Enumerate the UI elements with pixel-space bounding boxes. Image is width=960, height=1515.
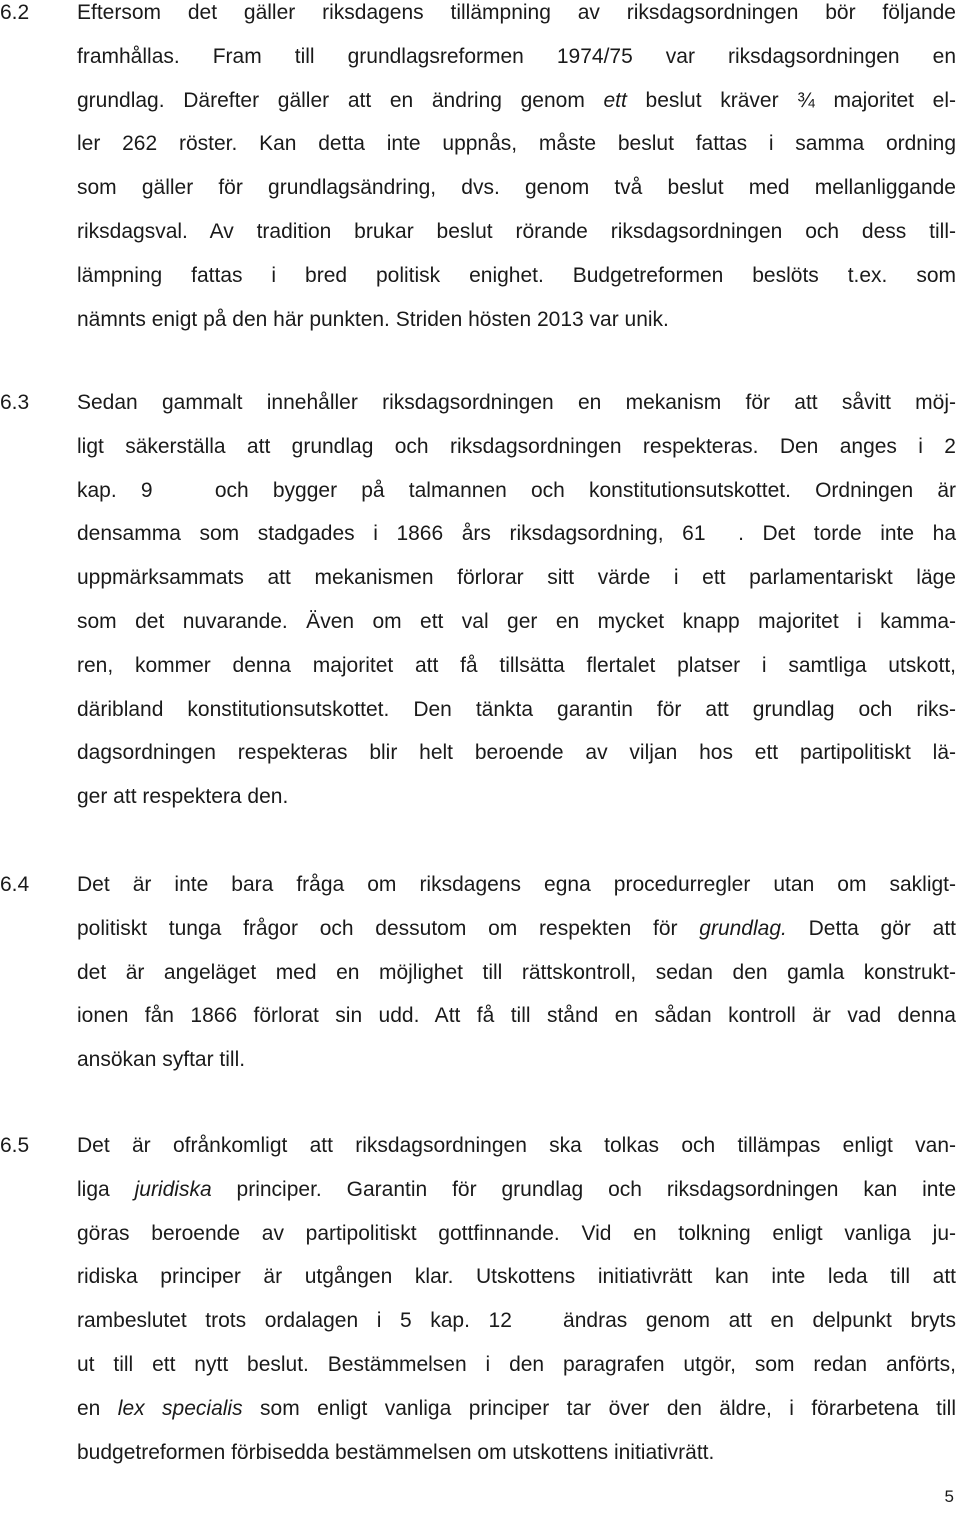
text-line: Det är inte bara fråga om riksdagens egna procedurregler utan om sakligt- (77, 873, 956, 896)
section-number: 6.5 (0, 1134, 30, 1157)
text-line: kap. 9 och bygger på talmannen och konstitutionsutskottet. Ordningen är (77, 478, 957, 502)
text-line: en lex specialis som enligt vanliga principer tar över den äldre, i förarbetena till (77, 1396, 956, 1420)
text-line: däribland konstitutionsutskottet. Den tänkta garantin för att grundlag och riks- (77, 697, 956, 721)
section-number: 6.2 (0, 1, 30, 24)
text-line: Eftersom det gäller riksdagens tillämpning av riksdagsordningen bör följande (77, 1, 956, 24)
text-line: ridiska principer är utgången klar. Utskottens initiativrätt kan inte leda till att (77, 1265, 956, 1289)
text-line: Sedan gammalt innehåller riksdagsordningen en mekanism för att såvitt möj- (77, 391, 956, 414)
text-line: rambeslutet trots ordalagen i 5 kap. 12 ändras genom att en delpunkt bryts (77, 1309, 956, 1333)
text-line: politiskt tunga frågor och dessutom om respekten för grundlag. Detta gör att (77, 916, 956, 940)
text-line: ligt säkerställa att grundlag och riksdagsordningen respekteras. Den anges i 2 (77, 434, 956, 458)
text-line: ut till ett nytt beslut. Bestämmelsen i den paragrafen utgör, som redan anförts, (77, 1352, 956, 1376)
section-body (77, 863, 956, 1082)
text-line: Det är ofrånkomligt att riksdagsordningen ska tolkas och tillämpas enligt van- (77, 1134, 956, 1157)
text-line: ionen fån 1866 förlorat sin udd. Att få till stånd en sådan kontroll är vad denna (77, 1004, 956, 1028)
text-line: riksdagsval. Av tradition brukar beslut rörande riksdagsordningen och dess till- (77, 219, 956, 243)
section-body (77, 381, 956, 819)
text-line: göras beroende av partipolitiskt gottfinnande. Vid en tolkning enligt vanliga ju- (77, 1221, 956, 1245)
text-line: budgetreformen förbisedda bestämmelsen om utskottens initiativrätt. (77, 1440, 715, 1464)
text-line: dagsordningen respekteras blir helt beroende av viljan hos ett partipolitiskt lä- (77, 741, 956, 765)
text-line: som det nuvarande. Även om ett val ger en mycket knapp majoritet i kamma- (77, 609, 956, 633)
page-number: 5 (944, 1487, 954, 1506)
section-number: 6.3 (0, 391, 30, 414)
text-line: som gäller för grundlagsändring, dvs. genom två beslut med mellanliggande (77, 176, 956, 200)
text-line: liga juridiska principer. Garantin för grundlag och riksdagsordningen kan inte (77, 1177, 956, 1201)
section-body (77, 0, 956, 341)
text-line: lämpning fattas i bred politisk enighet. Budgetreformen beslöts t.ex. som (77, 263, 956, 287)
section-body (77, 1124, 956, 1474)
text-line: ansökan syftar till. (77, 1048, 246, 1072)
text-line: nämnts enigt på den här punkten. Striden hösten 2013 var unik. (77, 307, 669, 331)
italic-text: grundlag. (699, 916, 787, 940)
italic-text: lex specialis (117, 1396, 243, 1420)
text-line: ren, kommer denna majoritet att få tillsätta flertalet platser i samtliga utskott, (77, 653, 956, 677)
text-line: uppmärksammats att mekanismen förlorar sitt värde i ett parlamentariskt läge (77, 566, 956, 590)
section-number: 6.4 (0, 873, 30, 896)
text-line: ger att respektera den. (77, 785, 289, 809)
italic-text: ett (603, 88, 627, 112)
text-line: densamma som stadgades i 1866 års riksdagsordning, 61 . Det torde inte ha (77, 522, 957, 546)
text-line: framhållas. Fram till grundlagsreformen 1974/75 var riksdagsordningen en (77, 44, 956, 68)
text-line: det är angeläget med en möjlighet till rättskontroll, sedan den gamla konstrukt- (77, 960, 956, 984)
text-line: grundlag. Därefter gäller att en ändring genom ett beslut kräver ¾ majoritet el- (77, 88, 956, 112)
text-line: ler 262 röster. Kan detta inte uppnås, måste beslut fattas i samma ordning (77, 132, 956, 156)
italic-text: juridiska (134, 1177, 212, 1201)
